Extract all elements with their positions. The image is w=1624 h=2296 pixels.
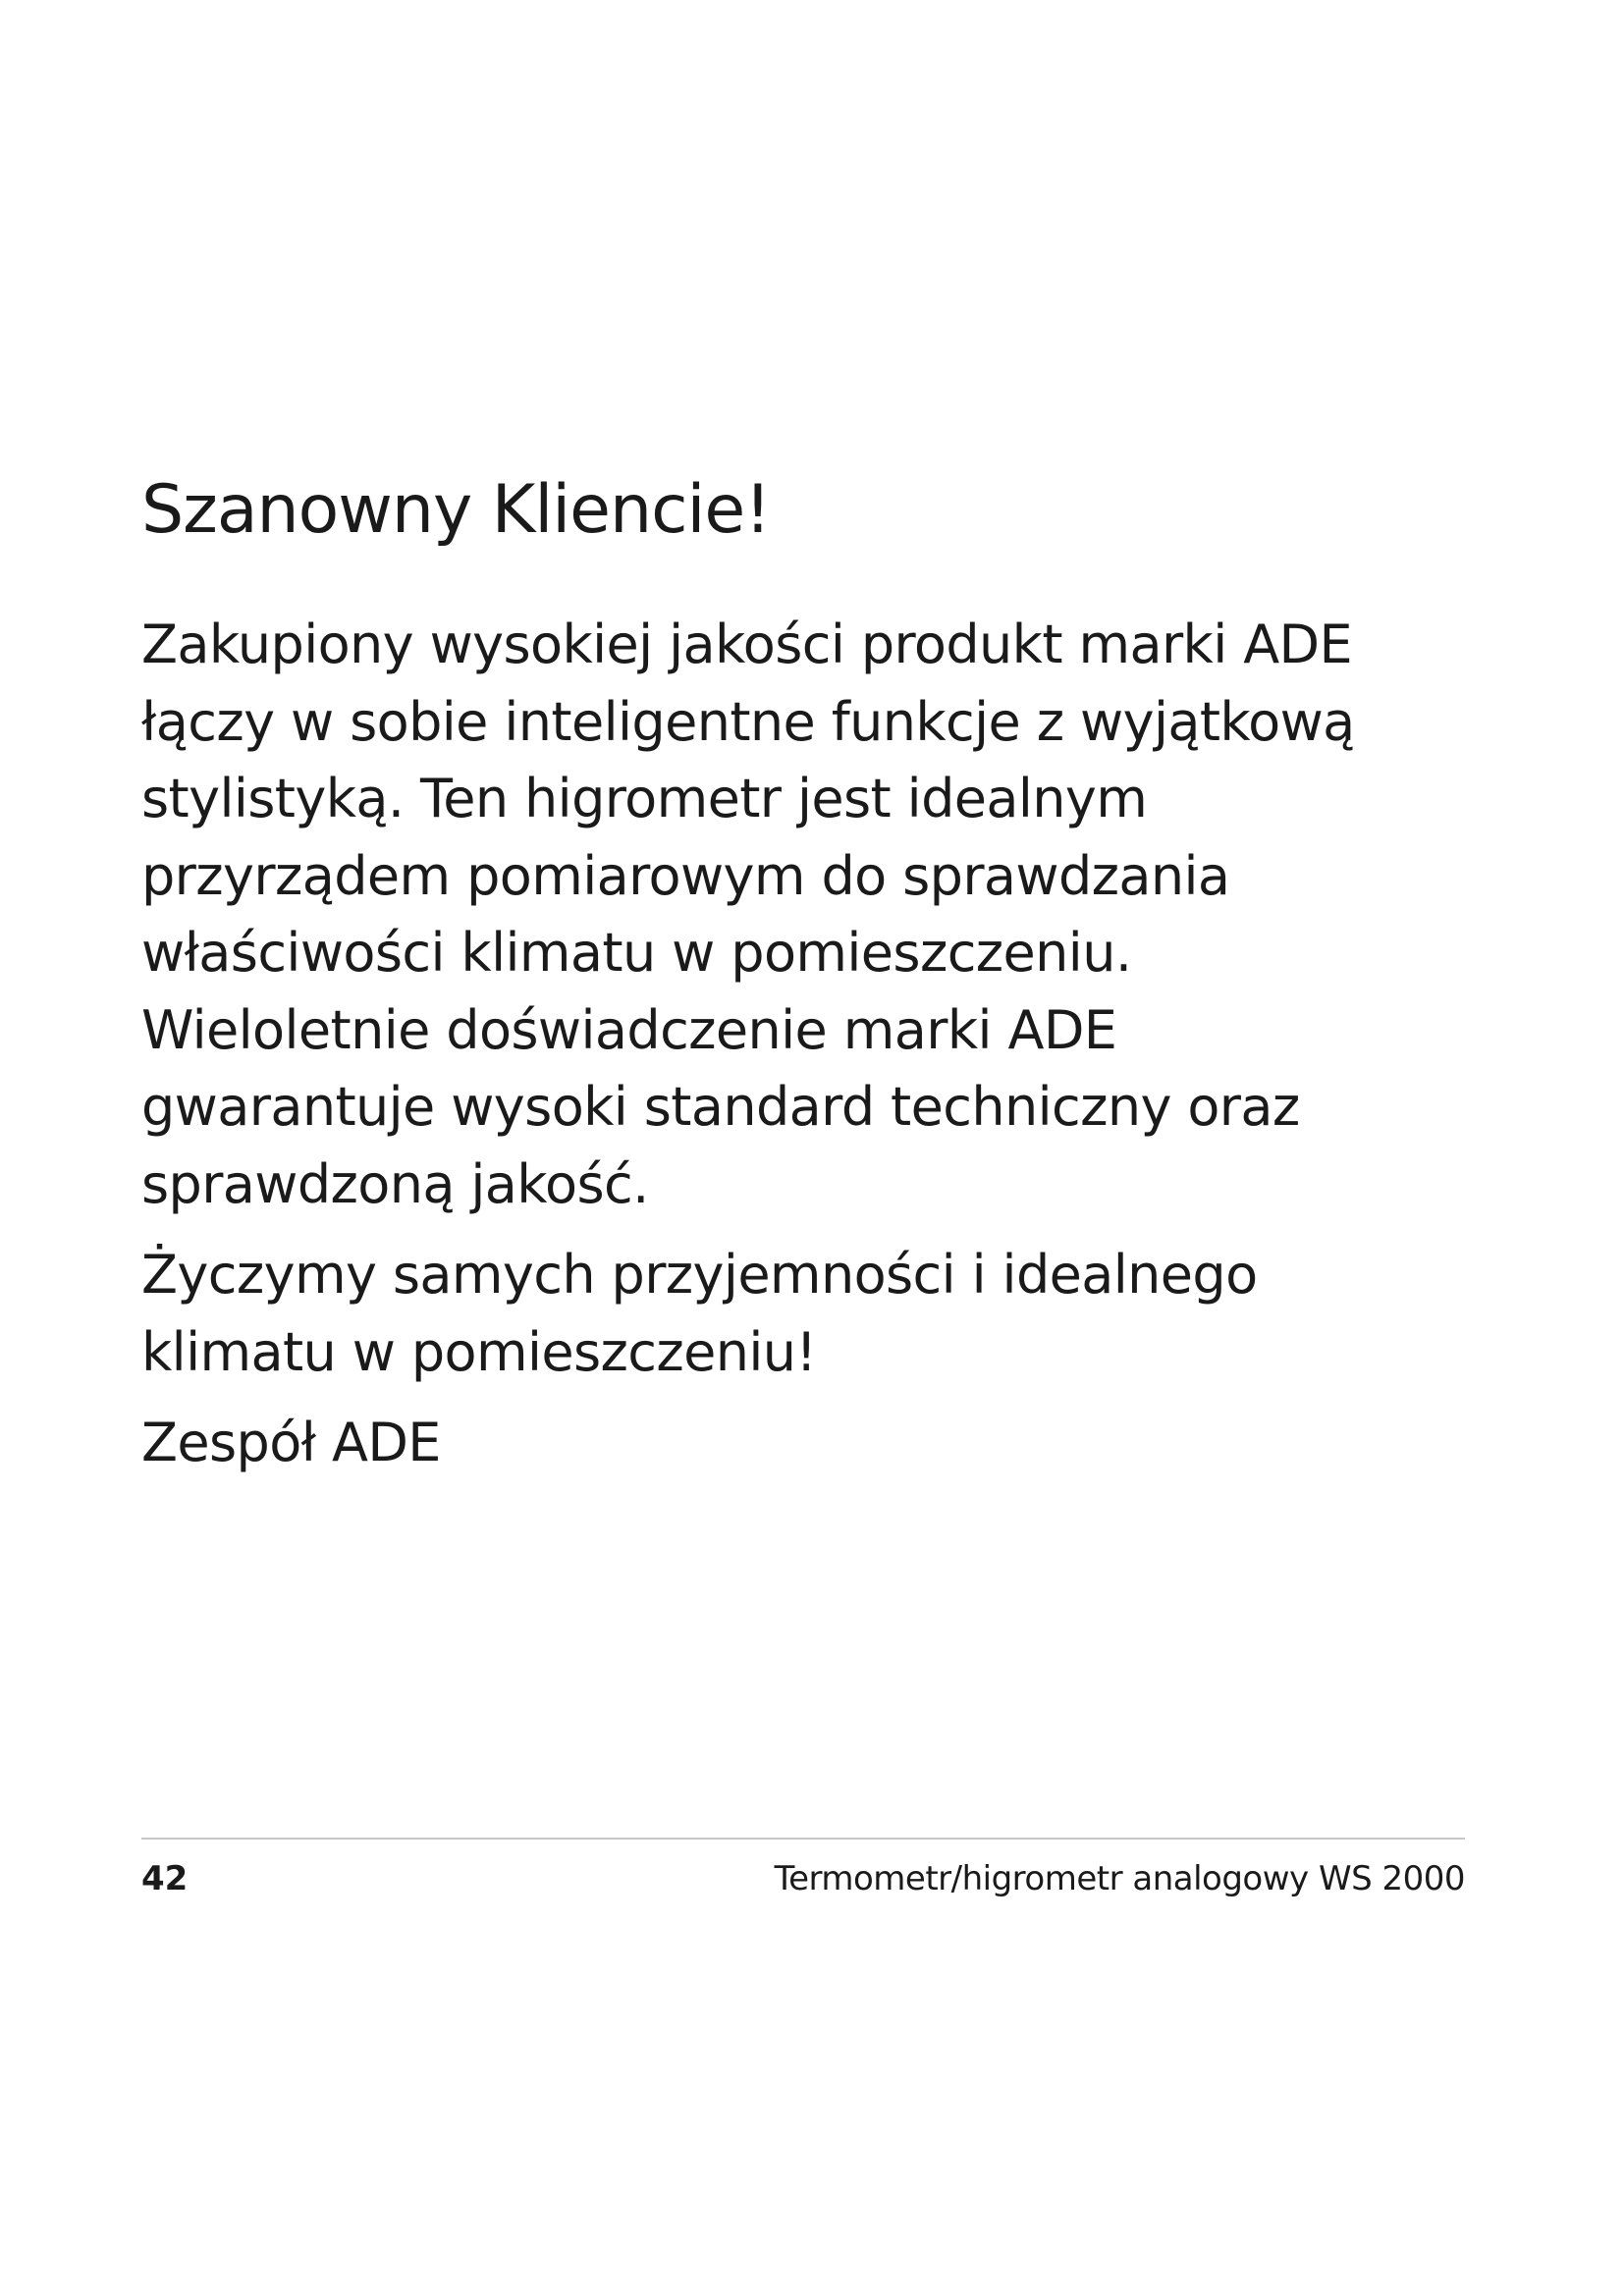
footer-product-name: Termometr/higrometr analogowy WS 2000: [774, 1859, 1465, 1898]
paragraph-line: Wieloletnie doświadczenie marki ADE: [141, 998, 1117, 1061]
page-number: 42: [141, 1859, 189, 1898]
paragraph-line: sprawdzoną jakość.: [141, 1152, 649, 1215]
letter-content: [141, 469, 1457, 1496]
paragraph-line: gwarantuje wysoki standard techniczny oraz: [141, 1076, 1300, 1138]
paragraph-line: właściwości klimatu w pomieszczeniu.: [141, 922, 1132, 984]
letter-heading: Szanowny Kliencie!: [141, 471, 771, 549]
signature-line: Zespół ADE: [141, 1412, 441, 1473]
paragraph-line: klimatu w pomieszczeniu!: [141, 1320, 817, 1383]
footer-divider: [141, 1838, 1465, 1840]
page-footer: [141, 1853, 1465, 1900]
paragraph-line: przyrządem pomiarowym do sprawdzania: [141, 844, 1230, 907]
paragraph-line: Życzymy samych przyjemności i idealnego: [141, 1244, 1258, 1306]
wishes-paragraph: [141, 1237, 1457, 1391]
paragraph-line: stylistyką. Ten higrometr jest idealnym: [141, 768, 1148, 829]
signature-paragraph: [141, 1405, 1457, 1482]
intro-paragraph: [141, 607, 1457, 1223]
paragraph-line: łączy w sobie inteligentne funkcje z wyjątkową: [141, 690, 1355, 753]
paragraph-line: Zakupiony wysokiej jakości produkt marki ADE: [141, 614, 1353, 675]
